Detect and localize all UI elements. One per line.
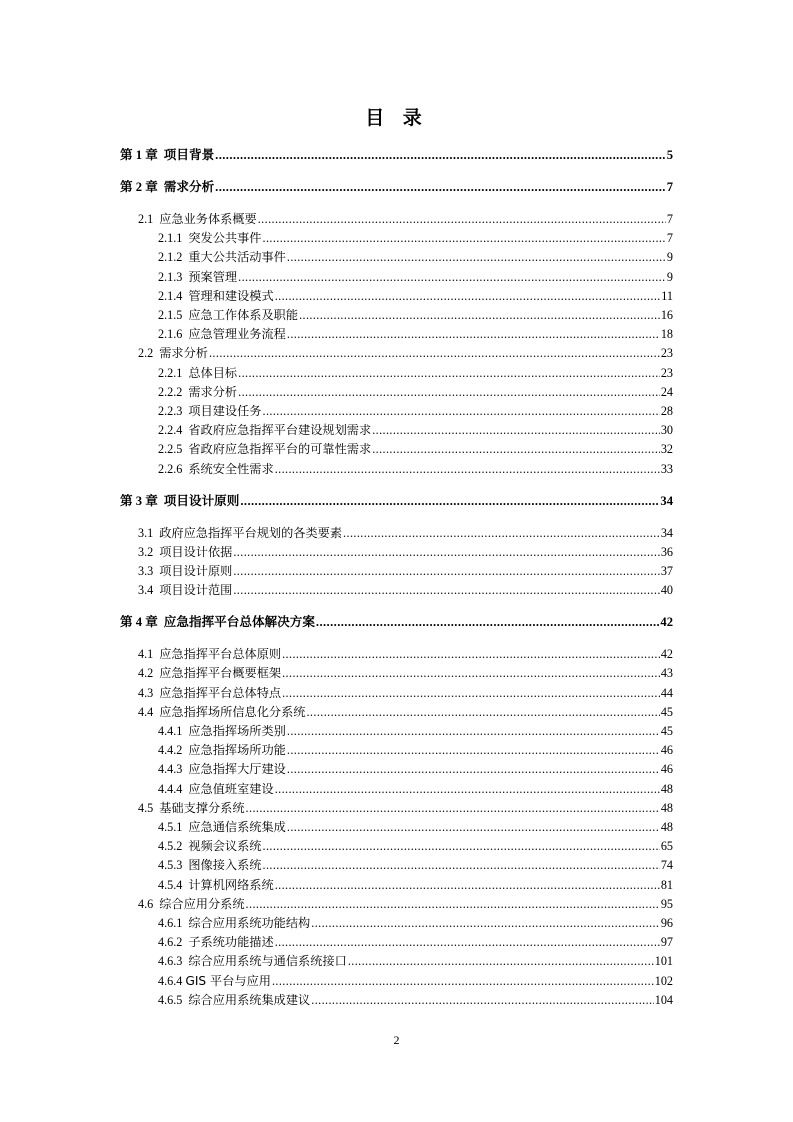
toc-entry-number: 4.6.1: [158, 916, 183, 930]
toc-entry-text: 政府应急指挥平台规划的各类要素: [159, 525, 343, 540]
toc-entry-label: [158, 324, 286, 344]
toc-entry-number: 2.2.5: [158, 442, 183, 457]
toc-subsection-entry[interactable]: [158, 836, 673, 856]
toc-dot-leader: [299, 305, 660, 325]
toc-dot-leader: [343, 523, 660, 543]
toc-entry-text: 综合应用分系统: [159, 896, 245, 911]
toc-entry-text: 计算机网络系统: [188, 877, 274, 892]
toc-entry-page: 23: [660, 365, 673, 380]
toc-subsection-entry[interactable]: [158, 363, 673, 383]
toc-dot-leader: [282, 644, 660, 664]
toc-entry-text: 综合应用系统功能结构: [188, 916, 311, 930]
toc-entry-number: 2.1.1: [158, 231, 183, 246]
toc-entry-number: 4.4.2: [158, 743, 183, 758]
toc-dot-leader: [240, 491, 659, 511]
toc-entry-label: [138, 542, 232, 562]
toc-entry-text: 需求分析: [188, 384, 238, 399]
toc-entry-text: 应急工作体系及职能: [188, 308, 299, 322]
toc-entry-page: 45: [660, 704, 673, 719]
toc-entry-label: [158, 305, 298, 325]
toc-section-entry[interactable]: [138, 209, 673, 229]
toc-entry-number: 4.5.3: [158, 858, 183, 873]
toc-dot-leader: [272, 971, 654, 991]
toc-entry-label: [158, 267, 237, 287]
toc-dot-leader: [348, 951, 654, 971]
toc-subsection-entry[interactable]: [158, 913, 673, 933]
toc-entry-number: 4.4: [138, 704, 154, 719]
toc-entry-text: 项目设计依据: [159, 544, 233, 559]
toc-subsection-entry[interactable]: [158, 875, 673, 895]
toc-entry-page: 46: [660, 743, 673, 758]
toc-dot-leader: [275, 779, 660, 799]
toc-entry-page: 65: [660, 839, 673, 854]
toc-entry-text: 需求分析: [159, 346, 208, 361]
toc-entry-number: 2.1.5: [158, 308, 183, 322]
toc-entry-label: [158, 247, 286, 267]
toc-entry-text: 应急指挥场所类别: [188, 724, 286, 738]
toc-entry-page: 24: [660, 384, 673, 399]
toc-entry-number: 2.2.4: [158, 423, 183, 438]
toc-entry-number: 4.5.2: [158, 839, 183, 854]
toc-entry-number: 4.4.4: [158, 781, 183, 796]
toc-entry-page: 9: [666, 250, 673, 265]
toc-entry-text: 系统安全性需求: [188, 461, 274, 476]
toc-entry-page: 45: [660, 724, 673, 738]
toc-dot-leader: [233, 561, 659, 581]
toc-entry-number: 2.2.3: [158, 404, 183, 418]
toc-entry-number: 4.1: [138, 647, 154, 662]
toc-dot-leader: [372, 420, 660, 440]
toc-chapter-entry[interactable]: [120, 145, 673, 165]
toc-section-entry[interactable]: [138, 343, 673, 363]
toc-entry-number: 第 2 章: [120, 180, 158, 194]
toc-entry-number: 2.2.6: [158, 461, 183, 476]
toc-entry-number: 2.2: [138, 346, 154, 361]
toc-entry-number: 4.3: [138, 685, 154, 700]
toc-entry-text: GIS 平台与应用: [185, 973, 271, 988]
toc-subsection-entry[interactable]: [158, 971, 673, 991]
toc-entry-page: 23: [660, 346, 673, 361]
toc-entry-number: 3.4: [138, 583, 154, 598]
toc-chapter-entry[interactable]: [120, 612, 673, 632]
toc-entry-page: 11: [661, 288, 673, 303]
toc-dot-leader: [215, 145, 666, 165]
toc-entry-page: 33: [660, 461, 673, 476]
toc-section-entry[interactable]: [138, 683, 673, 703]
toc-entry-number: 第 4 章: [120, 615, 158, 630]
toc-entry-page: 48: [660, 820, 673, 834]
toc-entry-number: 4.6.4: [158, 973, 183, 988]
toc-dot-leader: [275, 459, 660, 479]
toc-dot-leader: [282, 683, 660, 703]
toc-title: 目 录: [365, 107, 428, 129]
toc-entry-label: [158, 439, 371, 459]
toc-entry-number: 2.1.4: [158, 288, 183, 303]
toc-dot-leader: [263, 401, 660, 421]
toc-entry-page: 43: [660, 666, 673, 681]
toc-entry-text: 应急管理业务流程: [188, 327, 286, 342]
toc-entry-text: 管理和建设模式: [188, 288, 274, 303]
toc-entry-text: 应急通信系统集成: [188, 820, 286, 834]
toc-section-entry[interactable]: [138, 523, 673, 543]
toc-entry-label: [158, 875, 274, 895]
toc-entry-number: 第 1 章: [120, 148, 158, 162]
toc-subsection-entry[interactable]: [158, 932, 673, 952]
toc-entry-page: 96: [660, 916, 673, 930]
toc-dot-leader: [311, 990, 653, 1010]
toc-entry-page: 97: [660, 935, 673, 950]
toc-entry-text: 重大公共活动事件: [188, 250, 286, 265]
toc-subsection-entry[interactable]: [158, 228, 673, 248]
toc-entry-label: [158, 721, 286, 741]
toc-subsection-entry[interactable]: [158, 459, 673, 479]
toc-entry-text: 应急指挥平台总体解决方案: [163, 614, 315, 630]
toc-entry-label: [138, 561, 232, 581]
toc-dot-leader: [372, 439, 660, 459]
toc-section-entry[interactable]: [138, 644, 673, 664]
toc-entry-text: 项目背景: [163, 147, 215, 162]
toc-entry-page: 18: [660, 327, 673, 342]
toc-entry-number: 4.5.1: [158, 820, 183, 834]
toc-entry-text: 应急指挥场所功能: [188, 743, 286, 758]
toc-entry-page: 102: [654, 973, 673, 988]
toc-dot-leader: [238, 382, 660, 402]
toc-entry-text: 项目设计范围: [159, 583, 233, 598]
toc-entry-text: 基础支撑分系统: [159, 800, 245, 815]
toc-entry-page: 42: [660, 647, 673, 662]
toc-entry-page: 104: [654, 992, 673, 1007]
toc-entry-label: [158, 459, 274, 479]
toc-dot-leader: [316, 612, 660, 632]
toc-entry-label: [158, 363, 237, 383]
toc-entry-label: [120, 177, 214, 197]
toc-entry-label: [158, 779, 274, 799]
toc-dot-leader: [306, 702, 659, 722]
toc-entry-number: 2.1: [138, 212, 154, 226]
toc-entry-text: 预案管理: [188, 269, 238, 284]
toc-entry-number: 4.6.2: [158, 935, 183, 950]
toc-entry-page: 16: [660, 308, 673, 322]
toc-entry-label: [158, 913, 310, 933]
toc-subsection-entry[interactable]: [158, 855, 673, 875]
toc-section-entry[interactable]: [138, 663, 673, 683]
toc-entry-page: 48: [660, 800, 673, 815]
toc-entry-number: 4.4.3: [158, 762, 183, 777]
toc-dot-leader: [275, 286, 661, 306]
toc-subsection-entry[interactable]: [158, 817, 673, 837]
toc-subsection-entry[interactable]: [158, 759, 673, 779]
toc-entry-label: [138, 209, 257, 229]
toc-subsection-entry[interactable]: [158, 779, 673, 799]
toc-entry-page: 34: [660, 525, 673, 540]
toc-entry-text: 子系统功能描述: [188, 935, 274, 950]
toc-section-entry[interactable]: [138, 580, 673, 600]
toc-entry-number: 3.3: [138, 564, 154, 578]
toc-subsection-entry[interactable]: [158, 324, 673, 344]
toc-dot-leader: [311, 913, 660, 933]
toc-entry-text: 图像接入系统: [188, 858, 262, 873]
toc-entry-page: 74: [660, 858, 673, 873]
toc-section-entry[interactable]: [138, 542, 673, 562]
toc-entry-page: 9: [666, 269, 673, 284]
toc-entry-label: [138, 683, 281, 703]
toc-subsection-entry[interactable]: [158, 951, 673, 971]
toc-entry-text: 应急指挥场所信息化分系统: [159, 704, 306, 719]
toc-entry-page: 101: [654, 954, 673, 969]
toc-entry-text: 应急指挥平台概要框架: [159, 666, 282, 681]
toc-entry-number: 4.2: [138, 666, 154, 681]
toc-chapter-entry[interactable]: [120, 491, 673, 511]
toc-subsection-entry[interactable]: [158, 267, 673, 287]
toc-subsection-entry[interactable]: [158, 721, 673, 741]
toc-entry-page: 34: [660, 493, 673, 508]
toc-entry-number: 3.1: [138, 525, 154, 540]
toc-entry-label: [158, 836, 262, 856]
toc-entry-label: [158, 817, 286, 837]
toc-entry-text: 综合应用系统与通信系统接口: [188, 954, 347, 969]
toc-entry-label: [138, 894, 245, 914]
toc-entry-text: 省政府应急指挥平台的可靠性需求: [188, 442, 372, 457]
toc-entry-number: 3.2: [138, 544, 154, 559]
toc-dot-leader: [287, 247, 666, 267]
toc-dot-leader: [275, 932, 660, 952]
toc-entry-label: [138, 580, 232, 600]
toc-entry-number: 2.2.2: [158, 384, 183, 399]
toc-section-entry[interactable]: [138, 798, 673, 818]
toc-entry-label: [158, 401, 262, 421]
toc-entry-number: 第 3 章: [120, 493, 158, 508]
toc-entry-label: [158, 228, 262, 248]
toc-entry-text: 项目设计原则: [163, 492, 240, 508]
toc-subsection-entry[interactable]: [158, 401, 673, 421]
toc-dot-leader: [282, 663, 660, 683]
toc-dot-leader: [238, 267, 666, 287]
toc-dot-leader: [246, 894, 660, 914]
toc-section-entry[interactable]: [138, 894, 673, 914]
toc-entry-page: 28: [660, 404, 673, 418]
toc-entry-page: 95: [660, 896, 673, 911]
toc-entry-text: 应急指挥大厅建设: [188, 762, 286, 777]
toc-entry-label: [158, 932, 274, 952]
toc-dot-leader: [287, 324, 660, 344]
toc-subsection-entry[interactable]: [158, 420, 673, 440]
toc-entry-label: [158, 990, 310, 1010]
toc-entry-text: 应急值班室建设: [188, 781, 274, 796]
toc-dot-leader: [263, 228, 666, 248]
toc-section-entry[interactable]: [138, 702, 673, 722]
toc-dot-leader: [215, 177, 666, 197]
toc-subsection-entry[interactable]: [158, 286, 673, 306]
toc-entry-number: 4.6.3: [158, 954, 183, 969]
toc-chapter-entry[interactable]: [120, 177, 673, 197]
toc-entry-label: [138, 798, 245, 818]
toc-entry-page: 5: [666, 148, 673, 162]
toc-entry-text: 项目设计原则: [159, 564, 233, 578]
toc-entry-page: 40: [660, 583, 673, 598]
toc-dot-leader: [263, 836, 660, 856]
toc-dot-leader: [287, 759, 660, 779]
toc-entry-number: 2.2.1: [158, 365, 183, 380]
toc-entry-page: 46: [660, 762, 673, 777]
toc-dot-leader: [209, 343, 660, 363]
toc-dot-leader: [275, 875, 660, 895]
toc-entry-text: 项目建设任务: [188, 404, 262, 418]
toc-subsection-entry[interactable]: [158, 382, 673, 402]
toc-dot-leader: [233, 580, 659, 600]
toc-entry-text: 应急指挥平台总体特点: [159, 685, 282, 700]
toc-entry-text: 总体目标: [188, 365, 238, 380]
toc-subsection-entry[interactable]: [158, 990, 673, 1010]
toc-entry-number: 4.5.4: [158, 877, 183, 892]
toc-entry-label: [120, 612, 315, 632]
toc-entry-text: 应急业务体系概要: [159, 212, 257, 226]
toc-entry-number: 2.1.2: [158, 250, 183, 265]
toc-entry-page: 42: [660, 615, 673, 630]
toc-entry-page: 7: [666, 212, 673, 226]
toc-dot-leader: [258, 209, 666, 229]
toc-entry-label: [158, 382, 237, 402]
toc-entry-label: [120, 491, 239, 511]
toc-entry-label: [158, 286, 274, 306]
toc-entry-page: 36: [660, 544, 673, 559]
toc-entry-label: [138, 343, 208, 363]
toc-entry-number: 2.1.3: [158, 269, 183, 284]
toc-entry-text: 省政府应急指挥平台建设规划需求: [188, 423, 372, 438]
toc-entry-label: [158, 759, 286, 779]
toc-entry-label: [158, 420, 371, 440]
toc-entry-number: 4.4.1: [158, 724, 183, 738]
toc-entry-label: [138, 523, 342, 543]
toc-entry-number: 4.6: [138, 896, 154, 911]
toc-entry-text: 突发公共事件: [188, 231, 262, 246]
toc-entry-page: 7: [666, 180, 673, 194]
toc-subsection-entry[interactable]: [158, 439, 673, 459]
toc-subsection-entry[interactable]: [158, 740, 673, 760]
toc-entry-page: 7: [666, 231, 673, 246]
toc-entry-label: [158, 740, 286, 760]
toc-dot-leader: [246, 798, 660, 818]
toc-entry-page: 48: [660, 781, 673, 796]
toc-subsection-entry[interactable]: [158, 305, 673, 325]
toc-dot-leader: [233, 542, 659, 562]
toc-dot-leader: [238, 363, 660, 383]
toc-dot-leader: [263, 855, 660, 875]
toc-section-entry[interactable]: [138, 561, 673, 581]
toc-dot-leader: [287, 740, 660, 760]
toc-entry-text: 应急指挥平台总体原则: [159, 647, 282, 662]
toc-entry-number: 2.1.6: [158, 327, 183, 342]
toc-dot-leader: [287, 817, 660, 837]
toc-entry-label: [138, 702, 305, 722]
toc-entry-page: 32: [660, 442, 673, 457]
toc-entry-text: 需求分析: [163, 179, 215, 194]
page-number: 2: [393, 1033, 400, 1047]
toc-subsection-entry[interactable]: [158, 247, 673, 267]
toc-entry-label: [138, 663, 281, 683]
toc-dot-leader: [287, 721, 660, 741]
toc-entry-page: 37: [660, 564, 673, 578]
toc-entry-text: 视频会议系统: [188, 839, 262, 854]
toc-entry-label: [158, 951, 347, 971]
toc-entry-label: [120, 145, 214, 165]
toc-entry-label: [138, 644, 281, 664]
toc-entry-page: 30: [660, 423, 673, 438]
toc-entry-page: 44: [660, 685, 673, 700]
toc-entry-number: 4.5: [138, 800, 154, 815]
toc-entry-page: 81: [660, 877, 673, 892]
toc-entry-text: 综合应用系统集成建议: [188, 992, 311, 1007]
toc-entry-label: [158, 855, 262, 875]
toc-entry-number: 4.6.5: [158, 992, 183, 1007]
toc-entry-label: [158, 971, 271, 991]
